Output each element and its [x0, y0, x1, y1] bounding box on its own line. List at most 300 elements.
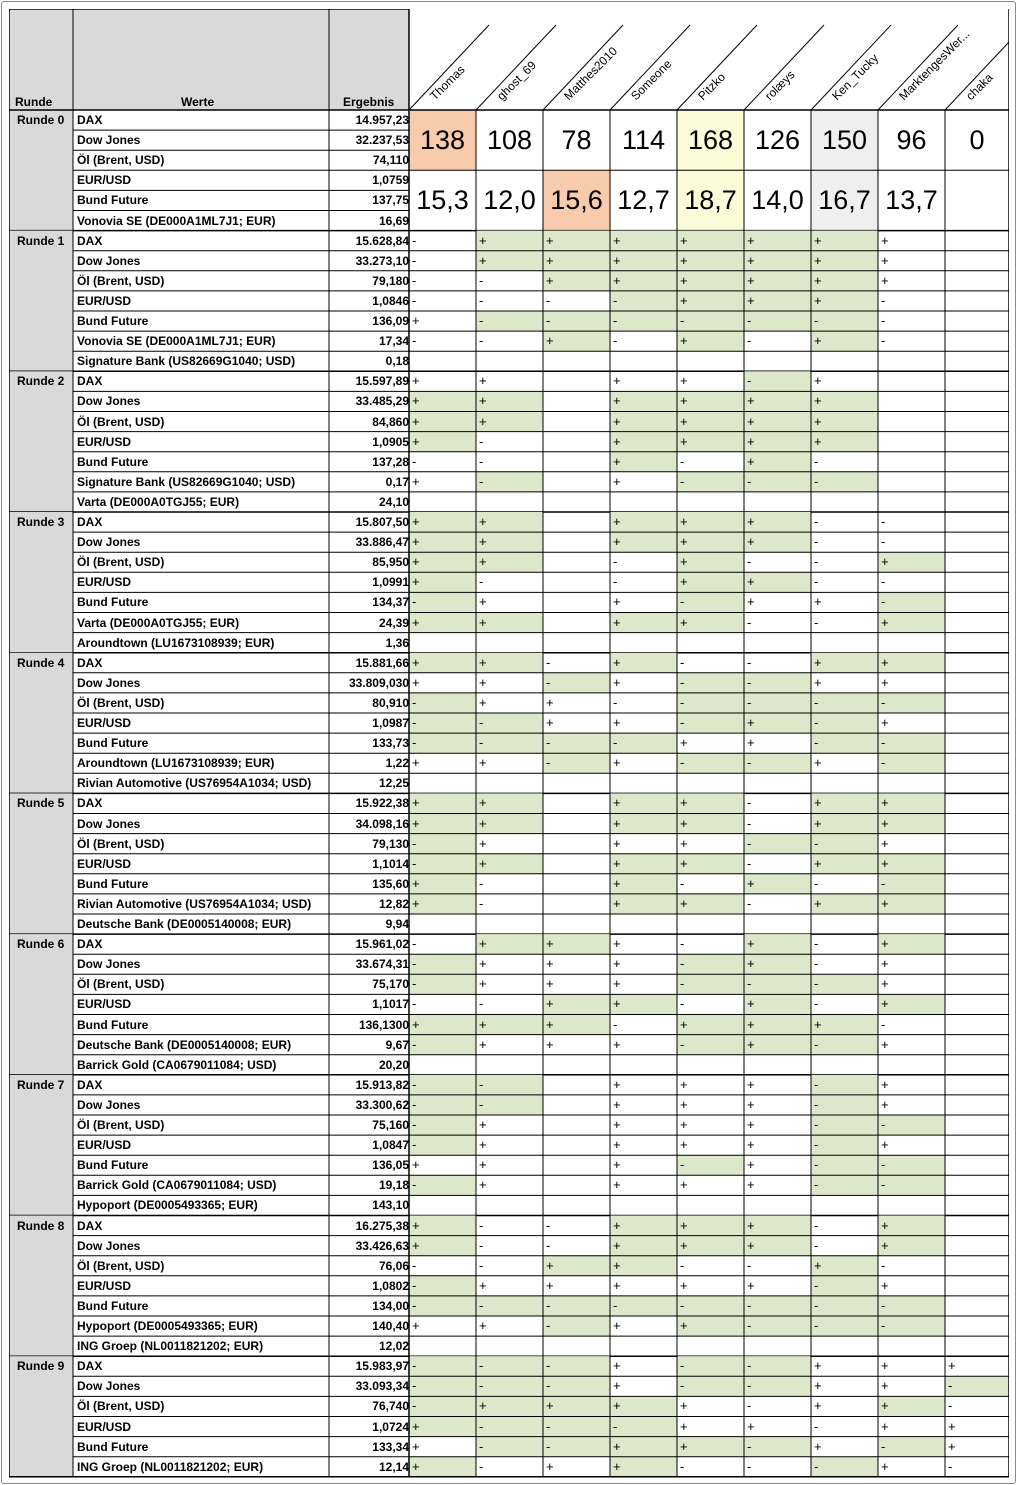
werte-name: Bund Future — [77, 1439, 149, 1454]
pick-cell: - — [546, 755, 551, 771]
pick-cell: + — [546, 1277, 554, 1293]
pick-cell: + — [613, 1237, 621, 1253]
werte-value: 12,82 — [378, 896, 409, 911]
pick-cell: - — [747, 1458, 752, 1474]
pick-cell: - — [747, 755, 752, 771]
pick-cell: - — [814, 1157, 819, 1173]
werte-name: Bund Future — [77, 595, 149, 610]
pick-cell: - — [814, 453, 819, 469]
pick-correct-bg — [744, 1376, 811, 1396]
pick-correct-bg — [610, 291, 677, 311]
pick-cell: + — [881, 976, 889, 992]
pick-cell: + — [680, 815, 688, 831]
runde-bg — [9, 371, 73, 512]
werte-name: Varta (DE000A0TGJ55; EUR) — [77, 494, 240, 509]
pick-cell: + — [412, 534, 420, 550]
pick-cell: - — [412, 1358, 417, 1374]
pick-cell: - — [479, 875, 484, 891]
pick-cell: + — [613, 1358, 621, 1374]
pick-cell: - — [747, 614, 752, 630]
pick-correct-bg — [476, 1356, 543, 1376]
pick-cell: - — [814, 1177, 819, 1193]
pick-cell: + — [680, 1277, 688, 1293]
tippspiel-table — [9, 9, 1009, 1479]
pick-cell: + — [479, 534, 487, 550]
pick-cell: + — [613, 1137, 621, 1153]
werte-name: Bund Future — [77, 1017, 149, 1032]
werte-name: Dow Jones — [77, 1097, 141, 1112]
pick-cell: + — [613, 1398, 621, 1414]
pick-correct-bg — [878, 1437, 945, 1457]
pick-cell: + — [412, 373, 420, 389]
pick-cell: + — [881, 1458, 889, 1474]
pick-cell: + — [613, 393, 621, 409]
pick-cell: - — [747, 333, 752, 349]
pick-cell: + — [546, 996, 554, 1012]
pick-cell: + — [479, 1016, 487, 1032]
average-bg — [945, 170, 1009, 230]
pick-cell: + — [747, 956, 755, 972]
pick-cell: - — [479, 473, 484, 489]
pick-correct-bg — [543, 1417, 610, 1437]
pick-cell: + — [613, 1096, 621, 1112]
pick-cell: + — [747, 715, 755, 730]
pick-cell: + — [680, 735, 688, 751]
pick-cell: + — [881, 1217, 889, 1233]
pick-correct-bg — [677, 1376, 744, 1396]
werte-value: 19,18 — [378, 1178, 409, 1193]
pick-cell: + — [814, 654, 822, 670]
pick-cell: + — [747, 433, 755, 449]
runde-bg — [9, 934, 73, 1075]
werte-value: 15.922,38 — [355, 796, 409, 811]
werte-name: Barrick Gold (CA0679011084; USD) — [77, 1178, 277, 1193]
werte-name: Dow Jones — [77, 253, 141, 268]
pick-correct-bg — [811, 311, 878, 331]
pick-correct-bg — [811, 1075, 878, 1095]
header-ergebnis: Ergebnis — [343, 95, 395, 109]
werte-value: 133,73 — [372, 736, 409, 751]
pick-cell: - — [680, 1458, 685, 1474]
werte-name: DAX — [77, 937, 103, 952]
pick-cell: - — [881, 333, 886, 349]
werte-value: 1,22 — [385, 756, 409, 771]
pick-cell: - — [613, 694, 618, 710]
werte-name: Öl (Brent, USD) — [77, 836, 165, 851]
pick-cell: - — [680, 996, 685, 1012]
pick-cell: + — [613, 252, 621, 268]
pick-cell: - — [479, 1378, 484, 1394]
werte-name: Öl (Brent, USD) — [77, 1118, 165, 1132]
werte-value: 1,0987 — [372, 716, 409, 730]
pick-cell: + — [814, 594, 822, 610]
werte-value: 1,0847 — [372, 1138, 409, 1153]
pick-cell: - — [747, 795, 752, 811]
pick-cell: + — [680, 514, 688, 529]
pick-correct-bg — [744, 371, 811, 391]
werte-name: DAX — [77, 1218, 103, 1233]
pick-cell: + — [479, 674, 487, 690]
pick-correct-bg — [476, 1376, 543, 1396]
pick-cell: + — [881, 895, 889, 911]
werte-value: 15.913,82 — [355, 1077, 409, 1092]
player-name: ghost_69 — [494, 58, 539, 103]
player-average: 12,7 — [617, 185, 670, 216]
pick-cell: + — [680, 574, 688, 590]
pick-cell: - — [613, 735, 618, 751]
pick-cell: - — [613, 313, 618, 328]
pick-cell: + — [613, 1117, 621, 1132]
pick-cell: + — [412, 393, 420, 409]
pick-cell: + — [881, 795, 889, 811]
pick-cell: - — [412, 333, 417, 349]
pick-cell: + — [479, 694, 487, 710]
pick-correct-bg — [476, 713, 543, 733]
werte-value: 15.807,50 — [355, 515, 409, 529]
pick-cell: + — [546, 1036, 554, 1052]
pick-cell: + — [680, 292, 688, 308]
werte-value: 15.983,97 — [355, 1359, 409, 1374]
pick-cell: - — [546, 1438, 551, 1454]
werte-value: 33.809,030 — [348, 675, 409, 690]
pick-cell: - — [680, 1358, 685, 1374]
pick-cell: - — [814, 1117, 819, 1132]
pick-correct-bg — [878, 753, 945, 773]
werte-name: ING Groep (NL0011821202; EUR) — [77, 1459, 264, 1474]
pick-correct-bg — [878, 1115, 945, 1135]
runde-bg — [9, 1216, 73, 1357]
pick-cell: - — [814, 614, 819, 630]
pick-cell: + — [881, 1036, 889, 1052]
pick-cell: + — [881, 815, 889, 831]
pick-cell: + — [479, 815, 487, 831]
header-diagonal — [409, 25, 489, 110]
pick-cell: - — [479, 272, 484, 288]
pick-correct-bg — [878, 1296, 945, 1316]
werte-name: DAX — [77, 1359, 103, 1374]
pick-cell: + — [412, 473, 420, 489]
pick-cell: - — [412, 1177, 417, 1193]
pick-cell: - — [680, 473, 685, 489]
werte-value: 1,1017 — [372, 997, 409, 1012]
pick-cell: - — [814, 835, 819, 851]
pick-correct-bg — [476, 1296, 543, 1316]
pick-cell: - — [680, 674, 685, 690]
pick-cell: + — [680, 1096, 688, 1112]
pick-cell: + — [747, 413, 755, 429]
werte-name: DAX — [77, 374, 103, 389]
pick-cell: - — [412, 1137, 417, 1153]
pick-cell: + — [680, 1237, 688, 1253]
werte-value: 76,740 — [372, 1399, 409, 1414]
pick-cell: + — [412, 1217, 420, 1233]
pick-cell: + — [613, 795, 621, 811]
pick-cell: + — [613, 534, 621, 550]
werte-name: DAX — [77, 233, 103, 248]
pick-cell: - — [479, 1297, 484, 1313]
pick-correct-bg — [811, 1296, 878, 1316]
pick-correct-bg — [610, 311, 677, 331]
pick-cell: - — [412, 1076, 417, 1092]
pick-cell: - — [680, 976, 685, 992]
pick-cell: + — [613, 1076, 621, 1092]
werte-value: 16,69 — [378, 213, 409, 228]
pick-cell: + — [479, 514, 487, 529]
pick-correct-bg — [677, 974, 744, 994]
pick-cell: + — [747, 735, 755, 751]
pick-cell: + — [479, 1137, 487, 1153]
pick-cell: + — [814, 433, 822, 449]
pick-cell: - — [412, 232, 417, 248]
pick-cell: - — [747, 473, 752, 489]
pick-cell: - — [948, 1378, 953, 1394]
player-name: Ken_Tucky — [829, 50, 882, 103]
pick-cell: + — [613, 1217, 621, 1233]
werte-name: EUR/USD — [77, 293, 132, 308]
pick-cell: - — [546, 674, 551, 690]
werte-name: Vonovia SE (DE000A1ML7J1; EUR) — [77, 334, 276, 349]
pick-cell: + — [814, 1398, 822, 1414]
werte-name: EUR/USD — [77, 575, 132, 590]
pick-cell: + — [479, 232, 487, 248]
werte-value: 133,34 — [372, 1439, 409, 1454]
pick-correct-bg — [476, 472, 543, 492]
pick-cell: + — [412, 313, 420, 328]
pick-cell: - — [814, 875, 819, 891]
werte-name: DAX — [77, 113, 103, 127]
pick-cell: + — [546, 976, 554, 992]
pick-correct-bg — [409, 1396, 476, 1416]
werte-name: Deutsche Bank (DE0005140008; EUR) — [77, 917, 292, 931]
pick-cell: + — [680, 835, 688, 851]
pick-cell: - — [680, 715, 685, 730]
pick-cell: + — [613, 815, 621, 831]
pick-cell: + — [613, 654, 621, 670]
pick-cell: - — [747, 1297, 752, 1313]
pick-cell: - — [412, 735, 417, 751]
pick-cell: + — [412, 1318, 420, 1333]
werte-value: 1,0724 — [372, 1419, 409, 1434]
pick-correct-bg — [744, 974, 811, 994]
pick-cell: + — [479, 1318, 487, 1333]
pick-correct-bg — [610, 733, 677, 753]
pick-cell: + — [613, 1458, 621, 1474]
pick-correct-bg — [878, 733, 945, 753]
pick-correct-bg — [677, 1155, 744, 1175]
werte-name: Dow Jones — [77, 675, 141, 690]
werte-value: 135,60 — [372, 876, 409, 891]
pick-cell: + — [948, 1438, 956, 1454]
pick-cell: + — [747, 272, 755, 288]
pick-cell: + — [613, 232, 621, 248]
pick-cell: + — [881, 956, 889, 972]
pick-cell: + — [479, 956, 487, 972]
pick-cell: + — [881, 1076, 889, 1092]
werte-value: 0,18 — [385, 354, 409, 369]
pick-cell: + — [479, 594, 487, 610]
werte-name: Varta (DE000A0TGJ55; EUR) — [77, 615, 240, 630]
pick-cell: + — [479, 1036, 487, 1052]
pick-correct-bg — [811, 733, 878, 753]
pick-cell: + — [814, 855, 822, 871]
pick-correct-bg — [543, 673, 610, 693]
pick-correct-bg — [744, 472, 811, 492]
pick-cell: - — [881, 1318, 886, 1333]
pick-cell: + — [747, 936, 755, 952]
werte-value: 34.098,16 — [355, 816, 409, 831]
pick-correct-bg — [677, 713, 744, 733]
pick-cell: + — [814, 252, 822, 268]
pick-correct-bg — [543, 1437, 610, 1457]
player-score: 138 — [419, 125, 466, 155]
pick-cell: + — [747, 875, 755, 891]
pick-cell: + — [613, 895, 621, 911]
pick-cell: + — [881, 1237, 889, 1253]
pick-cell: + — [680, 855, 688, 871]
pick-correct-bg — [878, 693, 945, 713]
pick-correct-bg — [409, 854, 476, 874]
pick-cell: + — [814, 1438, 822, 1454]
pick-cell: - — [412, 976, 417, 992]
werte-name: Bund Future — [77, 876, 149, 891]
pick-correct-bg — [744, 311, 811, 331]
werte-value: 32.237,53 — [355, 133, 409, 148]
pick-cell: - — [881, 1297, 886, 1313]
pick-correct-bg — [610, 1417, 677, 1437]
pick-correct-bg — [409, 592, 476, 612]
pick-cell: + — [613, 373, 621, 389]
werte-name: Signature Bank (US82669G1040; USD) — [77, 354, 296, 369]
pick-cell: + — [412, 413, 420, 429]
pick-cell: + — [747, 1177, 755, 1193]
pick-correct-bg — [878, 874, 945, 894]
werte-name: Dow Jones — [77, 394, 141, 409]
pick-correct-bg — [878, 1155, 945, 1175]
pick-cell: + — [814, 292, 822, 308]
pick-cell: - — [412, 594, 417, 610]
player-average: 16,7 — [818, 185, 871, 216]
pick-correct-bg — [543, 1376, 610, 1396]
pick-correct-bg — [677, 954, 744, 974]
pick-correct-bg — [811, 713, 878, 733]
pick-cell: - — [613, 1297, 618, 1313]
werte-name: Aroundtown (LU1673108939; EUR) — [77, 635, 275, 650]
header-runde: Runde — [15, 95, 53, 109]
pick-cell: + — [613, 956, 621, 972]
werte-name: Deutsche Bank (DE0005140008; EUR) — [77, 1037, 292, 1052]
werte-name: Öl (Brent, USD) — [77, 695, 165, 710]
pick-correct-bg — [878, 592, 945, 612]
pick-cell: - — [680, 755, 685, 771]
werte-value: 1,0991 — [372, 575, 409, 590]
pick-cell: - — [814, 1418, 819, 1434]
werte-value: 24,10 — [378, 494, 409, 509]
werte-name: Bund Future — [77, 1158, 149, 1173]
pick-cell: + — [546, 956, 554, 972]
pick-correct-bg — [543, 1316, 610, 1336]
pick-cell: - — [479, 735, 484, 751]
pick-cell: - — [814, 936, 819, 952]
pick-cell: + — [881, 272, 889, 288]
pick-correct-bg — [476, 733, 543, 753]
pick-cell: + — [546, 694, 554, 710]
player-average: 13,7 — [885, 185, 938, 216]
werte-value: 9,67 — [385, 1037, 409, 1052]
pick-cell: + — [881, 936, 889, 952]
pick-correct-bg — [744, 1437, 811, 1457]
werte-name: EUR/USD — [77, 1138, 132, 1153]
pick-cell: - — [948, 1458, 953, 1474]
werte-value: 143,10 — [372, 1198, 409, 1213]
werte-name: Bund Future — [77, 193, 149, 208]
werte-value: 33.300,62 — [355, 1097, 409, 1112]
pick-cell: - — [412, 252, 417, 268]
werte-name: DAX — [77, 1077, 103, 1092]
werte-value: 14.957,23 — [355, 113, 409, 127]
pick-correct-bg — [811, 974, 878, 994]
werte-name: Dow Jones — [77, 1379, 141, 1394]
pick-cell: - — [412, 1277, 417, 1293]
pick-cell: - — [680, 594, 685, 610]
pick-correct-bg — [744, 1296, 811, 1316]
pick-cell: + — [814, 1358, 822, 1374]
pick-cell: + — [680, 1076, 688, 1092]
pick-cell: + — [814, 795, 822, 811]
pick-cell: - — [680, 1297, 685, 1313]
pick-cell: + — [814, 674, 822, 690]
pick-cell: + — [747, 594, 755, 610]
pick-cell: - — [881, 574, 886, 590]
header-werte: Werte — [181, 95, 215, 109]
pick-cell: + — [747, 1418, 755, 1434]
pick-cell: + — [479, 1177, 487, 1193]
round-label: Runde 8 — [17, 1218, 65, 1233]
werte-value: 17,34 — [378, 334, 409, 349]
pick-cell: - — [479, 333, 484, 349]
pick-cell: + — [613, 473, 621, 489]
pick-cell: - — [479, 996, 484, 1012]
pick-cell: - — [613, 333, 618, 349]
pick-cell: + — [881, 654, 889, 670]
pick-cell: + — [613, 1438, 621, 1454]
header-diagonal — [878, 25, 958, 110]
player-score: 150 — [821, 125, 868, 155]
werte-name: EUR/USD — [77, 1419, 132, 1434]
werte-value: 85,950 — [372, 555, 409, 570]
player-name: rolæys — [762, 67, 798, 103]
round-label: Runde 0 — [17, 113, 65, 127]
pick-cell: + — [680, 1217, 688, 1233]
player-name: Someone — [628, 56, 675, 103]
pick-cell: - — [814, 554, 819, 570]
pick-cell: - — [881, 694, 886, 710]
pick-cell: - — [680, 453, 685, 469]
player-name: chaka — [963, 70, 996, 103]
pick-cell: - — [814, 1036, 819, 1052]
pick-cell: - — [747, 1318, 752, 1333]
pick-cell: + — [747, 232, 755, 248]
pick-correct-bg — [677, 693, 744, 713]
pick-cell: + — [680, 614, 688, 630]
round-label: Runde 3 — [17, 515, 65, 529]
pick-cell: - — [680, 1157, 685, 1173]
pick-correct-bg — [878, 1316, 945, 1336]
pick-cell: - — [814, 694, 819, 710]
pick-cell: - — [680, 1257, 685, 1273]
pick-correct-bg — [543, 733, 610, 753]
player-score: 108 — [486, 125, 533, 155]
pick-cell: - — [747, 976, 752, 992]
